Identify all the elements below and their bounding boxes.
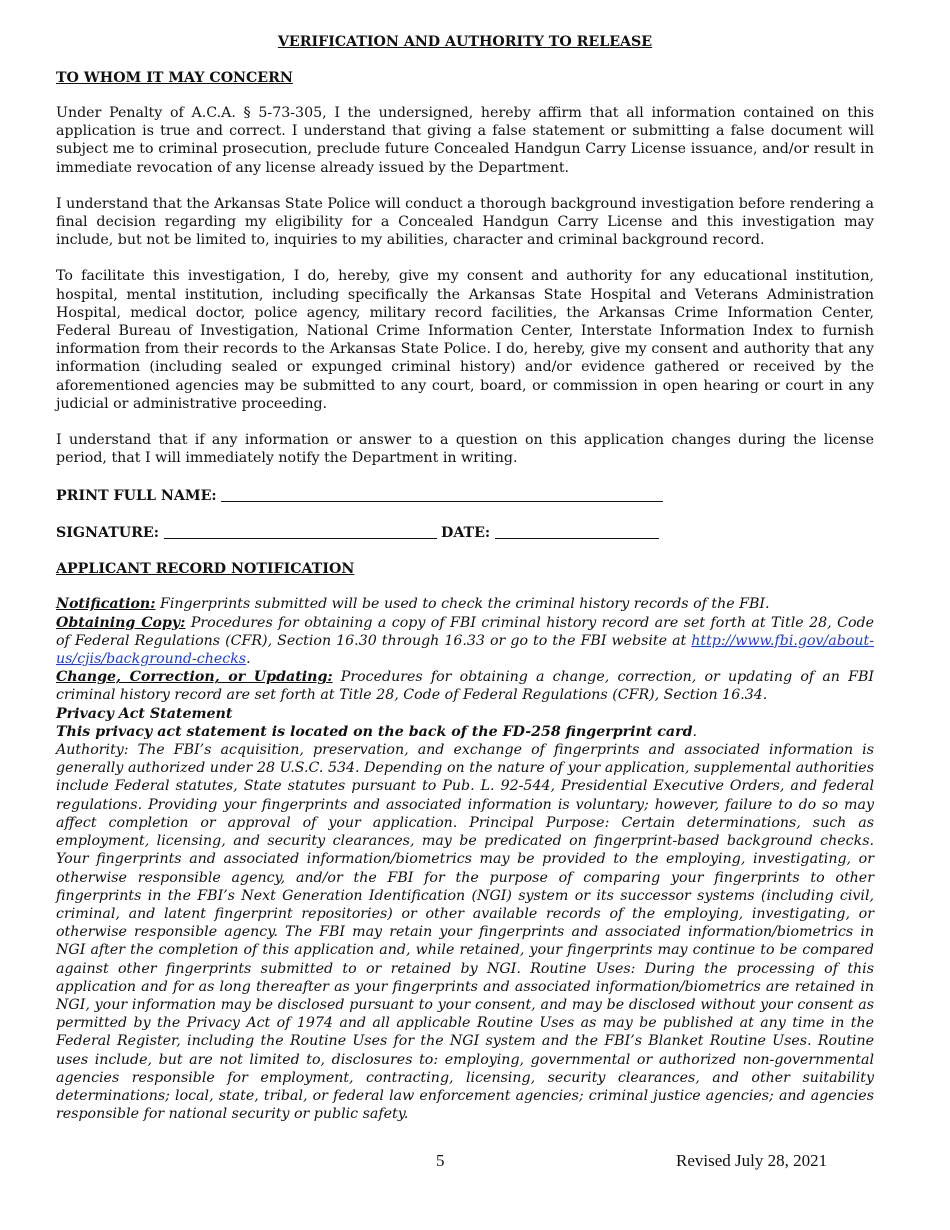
date-field[interactable] xyxy=(495,524,659,539)
notification-lead: Notification: xyxy=(56,596,156,613)
document-title: VERIFICATION AND AUTHORITY TO RELEASE xyxy=(277,34,653,50)
obtaining-copy-period: . xyxy=(246,651,251,668)
print-name-label: PRINT FULL NAME: xyxy=(56,488,217,505)
privacy-location-text: This privacy act statement is located on the back of the FD-258 fingerprint card xyxy=(56,723,693,740)
print-name-row xyxy=(56,485,874,506)
document-page xyxy=(56,32,874,1123)
privacy-act-title: Privacy Act Statement xyxy=(56,705,233,722)
notification-heading: APPLICANT RECORD NOTIFICATION xyxy=(56,561,355,578)
page-number: 5 xyxy=(436,1151,445,1170)
notification-paragraph xyxy=(56,595,874,613)
paragraph-notify: I understand that if any information or answer to a question on this application changes during the license period, that I will immediately notify the Department in writing. xyxy=(56,432,874,467)
paragraph-consent: To facilitate this investigation, I do, hereby, give my consent and authority for any educational institution, hospital, mental institution, including specifically the Arkansas State Hospital and Veterans Administration Hospital, medical doctor, police agency, military record facilities, the Arkansas Crime Information Center, Federal Bureau of Investigation, National Crime Information Center, Interstate Information Index to furnish information from their records to the Arkansas State Police. I do, hereby, give my consent and authority that any information (including sealed or expunged criminal history) and/or evidence gathered or received by the aforementioned agencies may be submitted to any court, board, or commission in open hearing or court in any judicial or administrative proceeding. xyxy=(56,268,874,412)
print-name-field[interactable] xyxy=(221,487,663,502)
privacy-location-period: . xyxy=(692,723,698,740)
page-footer xyxy=(0,1151,950,1175)
revised-date: Revised July 28, 2021 xyxy=(676,1151,828,1170)
obtaining-copy-lead: Obtaining Copy: xyxy=(56,614,186,631)
change-correction-paragraph xyxy=(56,668,874,704)
signature-row xyxy=(56,522,874,543)
signature-field[interactable] xyxy=(164,524,437,539)
change-correction-text: Procedures for obtaining a change, correction, or updating of an FBI criminal history record are set forth at Title 28, Code of Federal Regulations (CFR), Section 16.34. xyxy=(56,669,874,704)
fbi-background-checks-link[interactable]: http://www.fbi.gov/about-us/cjis/background-checks xyxy=(56,632,874,668)
obtaining-copy-text: Procedures for obtaining a copy of FBI criminal history record are set forth at Title 28, Code of Federal Regulations (CFR), Section 16.30 through 16.33 or go to the FBI website at xyxy=(56,614,874,649)
date-label: DATE: xyxy=(441,525,491,542)
paragraph-investigation: I understand that the Arkansas State Police will conduct a thorough background investigation before rendering a final decision regarding my eligibility for a Concealed Handgun Carry License and this investigation may include, but not be limited to, inquiries to my abilities, character and criminal background record. xyxy=(56,195,874,249)
authority-paragraph: Authority: The FBI’s acquisition, preservation, and exchange of fingerprints and associated information is generally authorized under 28 U.S.C. 534. Depending on the nature of your application, supplemental authorities include Federal statutes, State statutes pursuant to Pub. L. 92-544, Presidential Executive Orders, and federal regulations. Providing your fingerprints and associated information is voluntary; however, failure to do so may affect completion or approval of your application. Principal Purpose: Certain determinations, such as employment, licensing, and security clearances, may be predicated on fingerprint-based background checks. Your fingerprints and associated information/biometrics may be provided to the employing, investigating, or otherwise responsible agency, and/or the FBI for the purpose of comparing your fingerprints to other fingerprints in the FBI’s Next Generation Identification (NGI) system or its successor systems (including civil, criminal, and latent fingerprint repositories) or other available records of the employing, investigating, or otherwise responsible agency. The FBI may retain your fingerprints and associated information/biometrics in NGI after the completion of this application and, while retained, your fingerprints may continue to be compared against other fingerprints submitted to or retained by NGI. Routine Uses: During the processing of this application and for as long thereafter as your fingerprints and associated information/biometrics are retained in NGI, your information may be disclosed pursuant to your consent, and may be disclosed without your consent as permitted by the Privacy Act of 1974 and all applicable Routine Uses as may be published at any time in the Federal Register, including the Routine Uses for the NGI system and the FBI’s Blanket Routine Uses. Routine uses include, but are not limited to, disclosures to: employing, governmental or authorized non-governmental agencies responsible for employment, contracting, licensing, security clearances, and other suitability determinations; local, state, tribal, or federal law enforcement agencies; criminal justice agencies; and agencies responsible for national security or public safety. xyxy=(56,742,874,1123)
salutation: TO WHOM IT MAY CONCERN xyxy=(56,70,293,86)
signature-label: SIGNATURE: xyxy=(56,525,159,542)
notification-text: Fingerprints submitted will be used to check the criminal history records of the FBI. xyxy=(155,596,770,613)
obtaining-copy-paragraph xyxy=(56,614,874,669)
privacy-location-paragraph xyxy=(56,723,874,741)
change-correction-lead: Change, Correction, or Updating: xyxy=(56,669,333,686)
paragraph-penalty: Under Penalty of A.C.A. § 5-73-305, I the undersigned, hereby affirm that all information contained on this application is true and correct. I understand that giving a false statement or submitting a false document will subject me to criminal prosecution, preclude future Concealed Handgun Carry License issuance, and/or result in immediate revocation of any license already issued by the Department. xyxy=(56,105,874,176)
